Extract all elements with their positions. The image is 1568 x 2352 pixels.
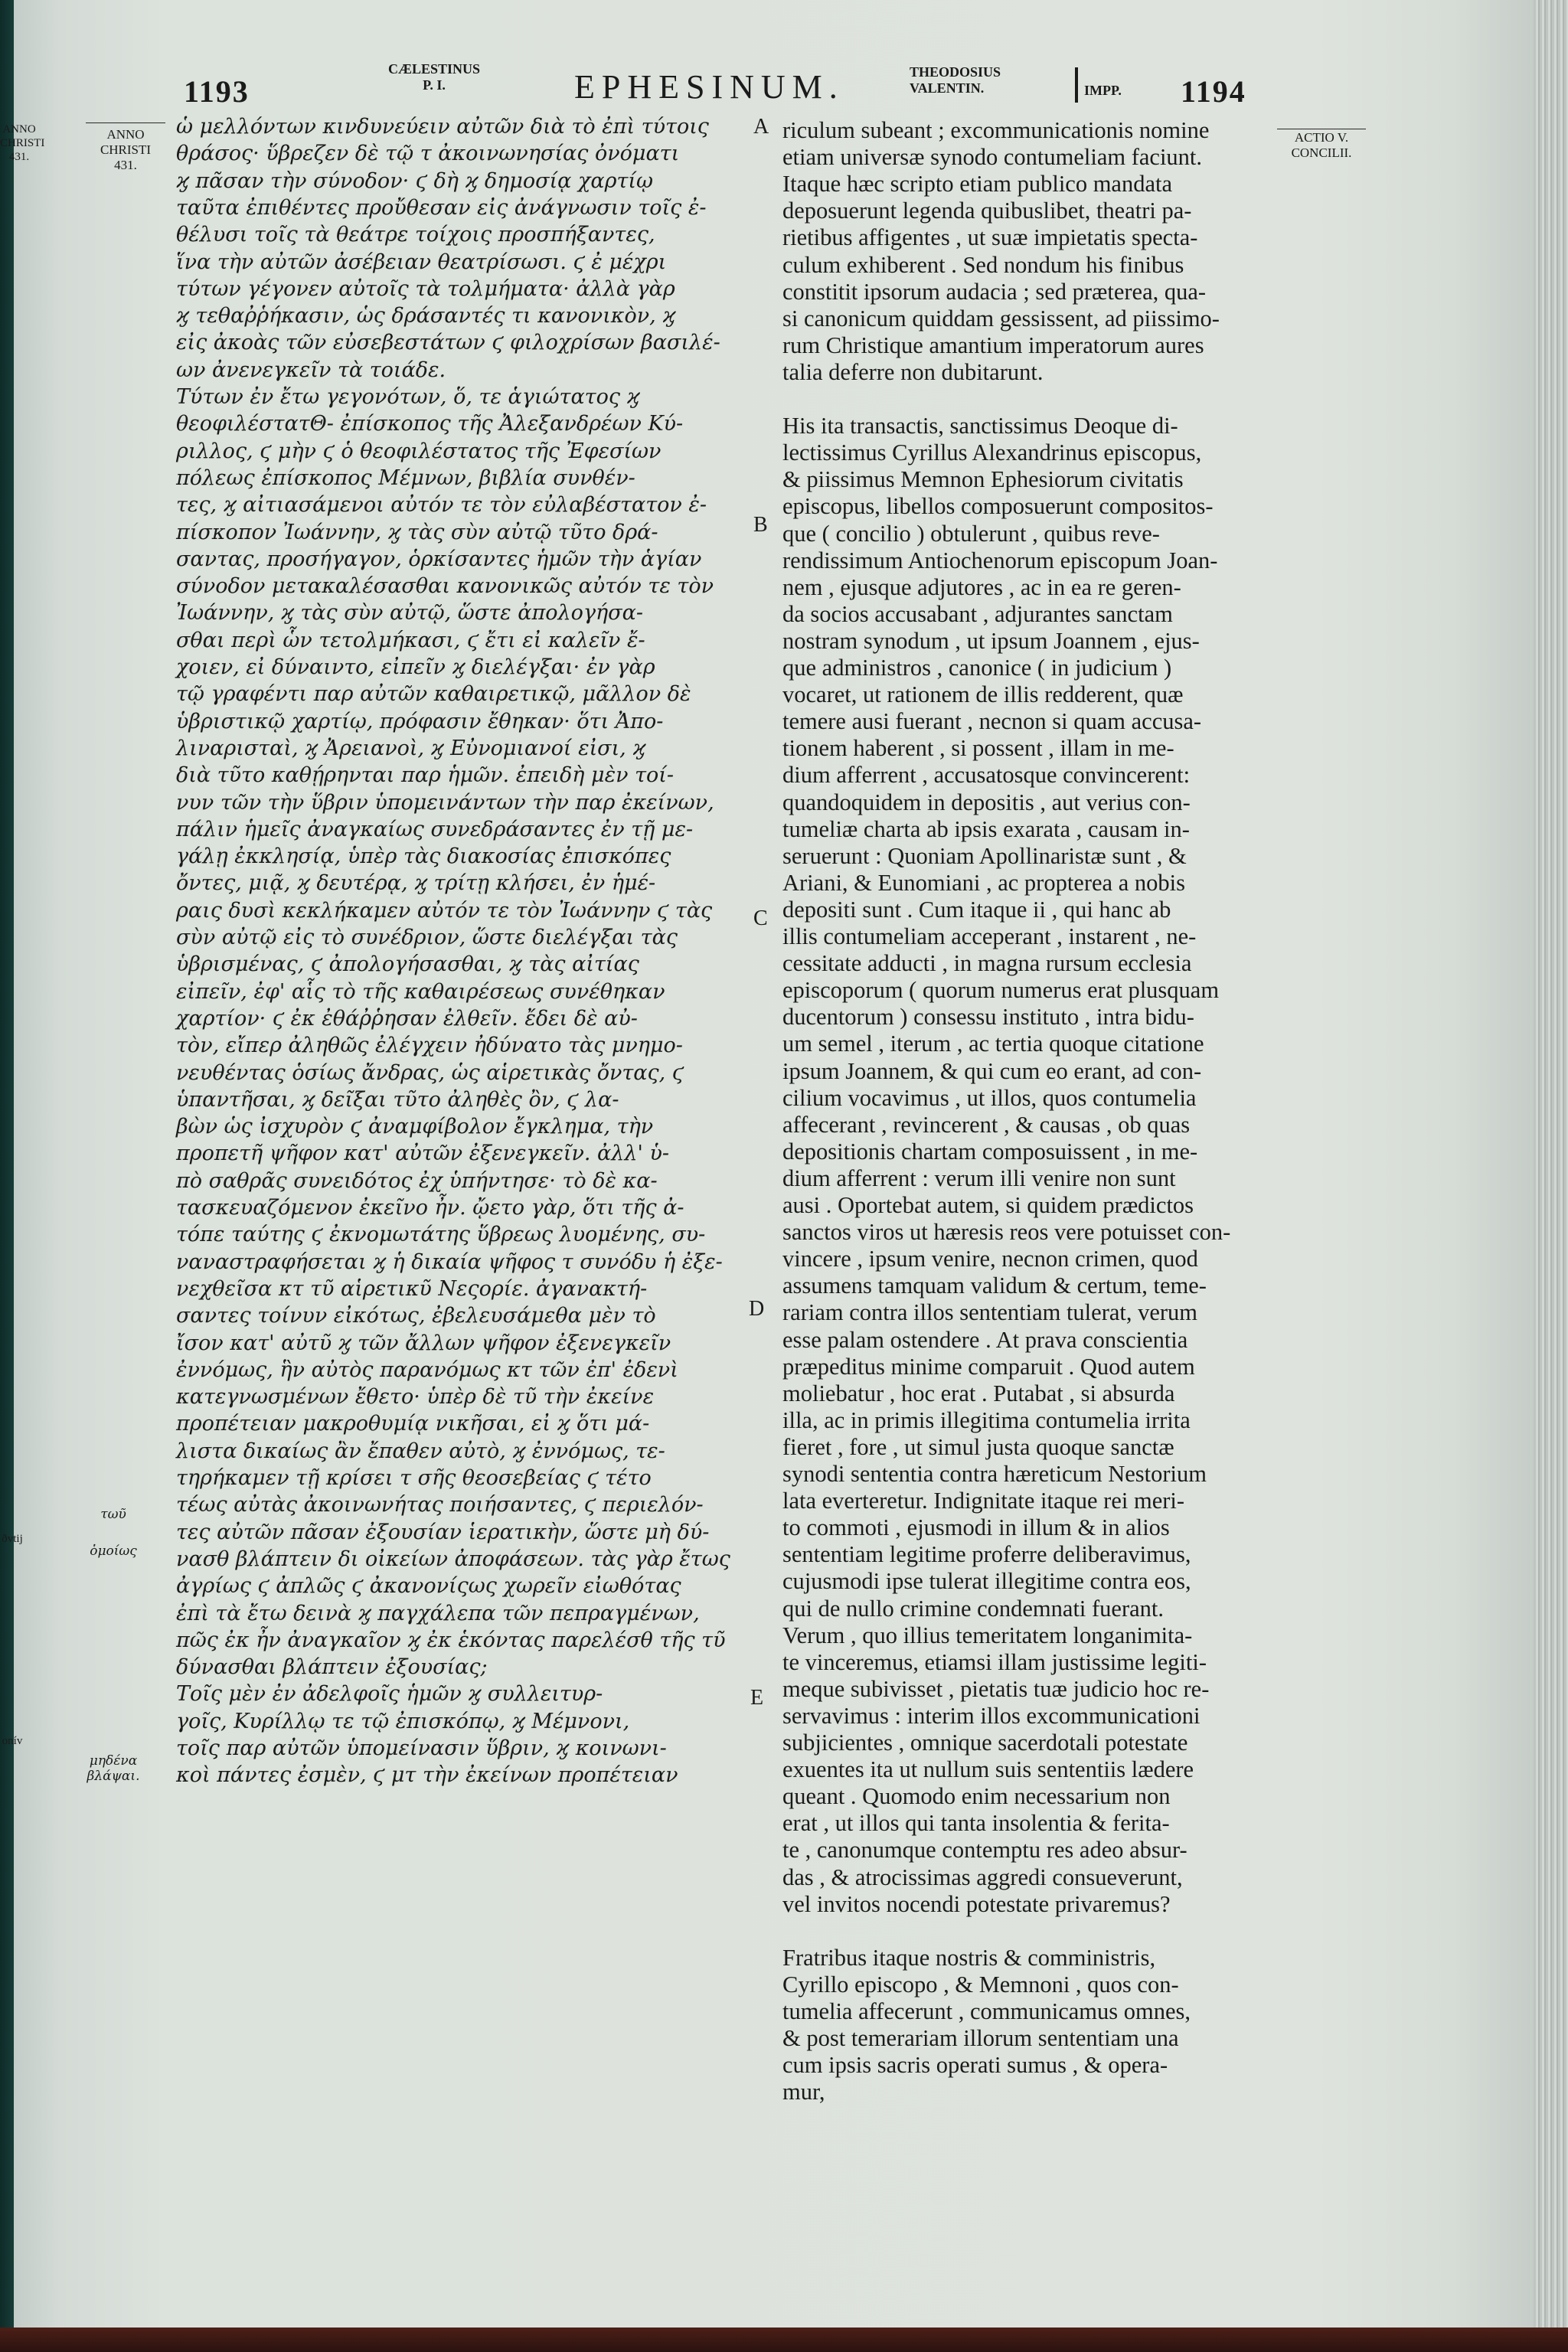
text-line: episcoporum ( quorum numerus erat plusquam — [782, 977, 1220, 1004]
text-line: ἴσον κατ' αὐτῦ ϗ τῶν ἄλλων ψῆφον ἐξενεγκεῖν — [176, 1331, 671, 1355]
text-line: talia deferre non dubitarunt. — [782, 358, 1044, 385]
margin-note-line: βλάψαι. — [87, 1769, 140, 1784]
section-marker-c: C — [753, 906, 768, 930]
impp-label: IMPP. — [1084, 83, 1122, 98]
text-line: σαντες τοίνυν εἰκότως, ἐβελευσάμεθα μὲν τὸ — [176, 1304, 656, 1328]
text-line: Ἰωάννην, ϗ τὰς σὺν αὐτῷ, ὥστε ἀπολογήσα- — [176, 601, 643, 626]
text-line: seruerunt : Quoniam Apollinaristæ sunt , & — [782, 842, 1187, 869]
text-line: ἵνα τὴν αὐτῶν ἀσέβειαν θεατρίσωσι. ϛ ἐ μέχρι — [176, 250, 667, 274]
actio-margin-note — [1277, 130, 1366, 161]
section-marker-d: D — [749, 1297, 765, 1321]
text-line: τες, ϗ αἰτιασάμενοι αὐτόν τε τὸν εὐλαβέστατον ἐ- — [176, 493, 707, 518]
text-line: θράσος· ὕβρεζεν δὲ τῷ τ ἀκοινωνησίας ὀνόματι — [176, 142, 680, 166]
edge-year-note — [0, 122, 45, 164]
text-line: tumeliæ charta ab ipsis exarata , causam in- — [782, 815, 1190, 842]
text-line: προπέτειαν μακροθυμίᾳ νικῆσαι, εἰ ϗ ὅτι μά- — [176, 1412, 650, 1436]
text-line: quandoquidem in depositis , aut verius con- — [782, 789, 1191, 815]
text-line: νυν τῶν τὴν ὕβριν ὑπομεινάντων τὴν παρ ἐκείνων, — [176, 790, 714, 815]
text-line: προπετῆ ψῆφον κατ' αὐτῶν ἐξενεγκεῖν. ἀλλ' ὑ- — [176, 1142, 670, 1166]
text-line: rariam contra illos sententiam tulerat, verum — [782, 1299, 1198, 1326]
text-line: rietibus affigentes , ut suæ impietatis specta- — [782, 224, 1198, 251]
text-line: πὸ σαθρᾶς συνειδότος ἐχ ὑπήντησε· τὸ δὲ κα- — [176, 1168, 658, 1193]
edge-fragment: ðvtij — [2, 1533, 23, 1545]
text-line: τες αὐτῶν πᾶσαν ἐξουσίαν ἱερατικὴν, ὥστε μὴ δύ- — [176, 1520, 710, 1544]
text-line: qui de nullo crimine condemnati fuerant. — [782, 1595, 1165, 1622]
text-line: πίσκοπον Ἰωάννην, ϗ τὰς σὺν αὐτῷ τῦτο δρά- — [176, 520, 658, 544]
text-line: ducentorum ) consessu instituto , intra bidu- — [782, 1004, 1194, 1031]
text-line: ἐπὶ τὰ ἔτω δεινὰ ϗ παγχάλεπα τῶν πεπραγμένων, — [176, 1601, 700, 1625]
text-line: constitit ipsorum audacia ; sed præterea, qua- — [782, 278, 1207, 305]
text-line: ἐννόμως, ἣν αὐτὸς παρανόμως κτ τῶν ἐπ' ἐδενὶ — [176, 1357, 678, 1382]
text-line: dium afferrent , accusatosque convincerent: — [782, 762, 1191, 789]
text-line: Cyrillo episcopo , & Memnoni , quos con- — [782, 1971, 1179, 1998]
book-spine — [0, 0, 14, 2352]
text-line: um semel , iterum , ac tertia quoque citatione — [782, 1031, 1204, 1057]
text-line: βὼν ὡς ἰσχυρὸν ϛ ἀναμφίβολον ἔγκλημα, τὴν — [176, 1115, 654, 1139]
running-head-line: CÆLESTINUS — [387, 61, 481, 77]
margin-note — [75, 1753, 152, 1784]
year-note-rule — [86, 122, 165, 123]
text-line: affecerant , revincerent , & causas , ob quas — [782, 1111, 1191, 1138]
text-line: ὑπαντῆσαι, ϗ δεῖξαι τῦτο ἀληθὲς ὂν, ϛ λα- — [176, 1087, 619, 1112]
text-line: ὑβριστικῷ χαρτίῳ, πρόφασιν ἔθηκαν· ὅτι Ἀπο- — [176, 709, 664, 733]
text-line: assumens tamquam validum & certum, teme- — [782, 1272, 1207, 1299]
running-head-line: P. I. — [423, 77, 446, 93]
text-line: ϗ τεθαῤῥήκασιν, ὡς δράσαντές τι κανονικὸν, ϗ — [176, 304, 676, 328]
text-line: ὄντες, μιᾷ, ϗ δευτέρᾳ, ϗ τρίτῃ κλήσει, ἐν ἡμέ- — [176, 871, 656, 896]
text-line: servavimus : interim illos excommunicationi — [782, 1702, 1200, 1729]
text-line: ταῦτα ἐπιθέντες προὔθεσαν εἰς ἀνάγνωσιν τοῖς ἐ- — [176, 195, 707, 220]
text-line: ριλλος, ϛ μὴν ϛ ὁ θεοφιλέστατος τῆς Ἐφεσίων — [176, 439, 662, 463]
text-line: εἰς ἀκοὰς τῶν εὐσεβεστάτων ϛ φιλοχρίσων βασιλέ- — [176, 331, 720, 355]
year-note-line: ANNO — [106, 127, 145, 142]
text-line: ἀγρίως ϛ ἀπλῶς ϛ ἀκανονίςως χωρεῖν εἰωθότας — [176, 1574, 681, 1599]
text-line: sanctos viros ut hæresis reos vere potuisset con- — [782, 1219, 1231, 1246]
text-line: dium afferrent : verum illi venire non sunt — [782, 1165, 1176, 1191]
text-line: διὰ τῦτο καθῄρηνται παρ ἡμῶν. ἐπειδὴ μὲν τοί- — [176, 763, 674, 788]
running-head-line: VALENTIN. — [910, 80, 985, 96]
text-line: ὑβρισμένας, ϛ ἀπολογήσασθαι, ϗ τὰς αἰτίας — [176, 952, 639, 977]
margin-note-line: μηδένα — [89, 1753, 138, 1769]
text-line: erat , ut illos qui tanta insolentia & ferita- — [782, 1810, 1170, 1837]
text-line: tionem haberent , si possent , illam in me- — [782, 735, 1174, 762]
text-line: λιναρισταὶ, ϗ Ἀρειανοὶ, ϗ Εὐνομιανοί εἰσι, ϗ — [176, 736, 646, 760]
text-line: σὺν αὐτῷ εἰς τὸ συνέδριον, ὥστε διελέγξαι τὰς — [176, 926, 678, 949]
text-line: Τοῖς μὲν ἐν ἀδελφοῖς ἡμῶν ϗ συλλειτυρ- — [176, 1682, 603, 1707]
text-line: Τύτων ἐν ἔτω γεγονότων, ὅ, τε ἁγιώτατος ϗ — [176, 385, 640, 409]
page-title: EPHESINUM. — [574, 68, 844, 106]
text-line: εἰπεῖν, ἐφ' αἷς τὸ τῆς καθαιρέσεως συνέθηκαν — [176, 979, 665, 1004]
text-line: τέως αὐτὰς ἀκοινωνήτας ποιήσαντες, ϛ περιελόν- — [176, 1493, 704, 1517]
page-edges — [1534, 0, 1568, 2334]
text-line: te , canonumque contemptu res adeo absur- — [782, 1837, 1187, 1864]
text-line: & piissimus Memnon Ephesiorum civitatis — [782, 466, 1184, 493]
text-line: Ariani, & Eunomiani , ac propterea a nobis — [782, 869, 1185, 896]
text-line: das , & atrocissimas aggredi consueverunt, — [782, 1864, 1183, 1890]
text-line: da socios accusabant , adjurantes sanctam — [782, 600, 1173, 627]
text-line: depositi sunt . Cum itaque ii , qui hanc ab — [782, 896, 1171, 923]
text-line: illa, ac in primis illegitima contumelia irrita — [782, 1406, 1191, 1433]
actio-line: CONCILII. — [1291, 145, 1352, 160]
actio-line: ACTIO V. — [1294, 130, 1349, 145]
text-line: χοιεν, εἰ δύναιντο, εἰπεῖν ϗ διελέγξαι· ἐν γὰρ — [176, 655, 655, 679]
text-line: mur, — [782, 2079, 825, 2105]
left-running-head — [346, 61, 522, 93]
text-line: queant . Quomodo enim necessarium non — [782, 1783, 1171, 1810]
text-line: ων ἀνενεγκεῖν τὰ τοιάδε. — [176, 358, 446, 382]
text-line: πῶς ἐκ ἦν ἀναγκαῖον ϗ ἐκ ἑκόντας παρελέσθ τῆς τῦ — [176, 1628, 726, 1652]
text-line: θεοφιλέστατΘ- ἐπίσκοπος τῆς Ἀλεξανδρέων Κύ- — [176, 412, 684, 436]
text-line: exuentes ita ut nullum suis sententiis lædere — [782, 1756, 1194, 1783]
header-bracket — [1075, 67, 1078, 103]
right-page-number: 1194 — [1181, 74, 1246, 109]
text-line: τηρήκαμεν τῇ κρίσει τ σῆς θεοσεβείας ϛ τέτο — [176, 1466, 652, 1490]
text-line: τασκευαζόμενον ἐκεῖνο ἦν. ᾤετο γὰρ, ὅτι τῆς ἀ- — [176, 1196, 684, 1220]
section-marker-a: A — [753, 115, 769, 139]
text-line: ausi . Oportebat autem, si quidem prædictos — [782, 1192, 1194, 1218]
text-line: sententiam legitime proferre deliberavimus, — [782, 1541, 1191, 1568]
text-line: que ( concilio ) obtulerunt , quibus reve- — [782, 520, 1160, 547]
text-line: νασθ βλάπτειν δι οἰκείων ἀποφάσεων. τὰς γὰρ ἔτως — [176, 1547, 730, 1571]
text-line: σαντας, προσήγαγον, ὁρκίσαντες ἡμῶν τὴν ἁγίαν — [176, 547, 702, 571]
text-line: & post temerariam illorum sententiam una — [782, 2025, 1179, 2052]
text-line: ipsum Joannem, & qui cum eo erant, ad con- — [782, 1057, 1202, 1084]
text-line: πάλιν ἡμεῖς ἀναγκαίως συνεδράσαντες ἐν τῇ με- — [176, 817, 694, 841]
year-note-line: CHRISTI — [100, 142, 152, 157]
text-line: Verum , quo illius temeritatem longanimita- — [782, 1622, 1193, 1648]
text-line: His ita transactis, sanctissimus Deoque di- — [782, 413, 1178, 439]
text-line: tumelia affecerunt , communicamus omnes, — [782, 1998, 1191, 2024]
text-line: γάλῃ ἐκκλησίᾳ, ὑπὲρ τὰς διακοσίας ἐπισκόπες — [176, 844, 671, 869]
text-line: πόλεως ἐπίσκοπος Μέμνων, βιβλία συνθέν- — [176, 466, 635, 490]
text-line: τὸν, εἴπερ ἀληθῶς ἐλέγχειν ἠδύνατο τὰς μνημο- — [176, 1034, 683, 1058]
text-line: νευθέντας ὁσίως ἄνδρας, ὡς αἱρετικὰς ὄντας, ϛ — [176, 1060, 684, 1085]
text-line: θέλυσι τοῖς τὰ θεάτρε τοίχοις προσπήξαντες, — [176, 223, 655, 247]
text-line: etiam universæ synodo contumeliam faciunt. — [782, 144, 1203, 171]
year-margin-note — [83, 127, 168, 173]
running-head-line: THEODOSIUS — [910, 64, 1001, 80]
text-line: temere ausi fuerant , necnon si quam accusa- — [782, 708, 1202, 735]
text-line: ὡ μελλόντων κινδυνεύειν αὐτῶν διὰ τὸ ἐπὶ τύτοις — [176, 115, 709, 139]
text-line: νεχθεῖσα κτ τῦ αἱρετικῦ Νεςορίε. ἀγανακτή- — [176, 1276, 648, 1301]
text-line: vocaret, ut rationem de illis redderent, quæ — [782, 681, 1184, 708]
text-line: deposuerunt legenda quibuslibet, theatri pa- — [782, 198, 1192, 224]
text-line: κοὶ πάντες ἐσμὲν, ϛ μτ τὴν ἐκείνων προπέτειαν — [176, 1763, 678, 1788]
text-line: vel invitos nocendi potestate privaremus? — [782, 1890, 1171, 1917]
text-line: culum exhiberent . Sed nondum his finibus — [782, 251, 1184, 278]
text-line: Itaque hæc scripto etiam publico mandata — [782, 171, 1173, 198]
text-line: lectissimus Cyrillus Alexandrinus episcopus, — [782, 439, 1202, 466]
text-line: λιστα δικαίως ἂν ἔπαθεν αὐτὸ, ϗ ἐννόμως, τε- — [176, 1439, 665, 1463]
text-line: esse palam ostendere . At prava conscientia — [782, 1326, 1188, 1353]
text-line: meque subivisset , pietatis tuæ judicio hoc re- — [782, 1675, 1210, 1702]
text-line: nem , ejusque adjutores , ac in ea re geren- — [782, 573, 1181, 600]
text-line: cilium vocavimus , ut illos, quos contumelia — [782, 1084, 1197, 1111]
text-line: lata everteretur. Indignitate itaque rei meri- — [782, 1488, 1185, 1514]
text-line: que administros , canonice ( in judicium ) — [782, 655, 1172, 681]
text-line: τοῖς παρ αὐτῶν ὑπομείνασιν ὕβριν, ϗ κοινωνι- — [176, 1736, 667, 1760]
text-line: si canonicum quiddam gessissent, ad piissimo- — [782, 305, 1220, 332]
text-line: nostram synodum , ut ipsum Joannem , ejus- — [782, 627, 1200, 654]
text-line: δύνασθαι βλάπτειν ἐξουσίας; — [176, 1655, 488, 1680]
text-line: te vinceremus, etiamsi illam justissime legiti- — [782, 1648, 1207, 1675]
text-line: σύνοδον μετακαλέσασθαι κανονικῶς αὐτόν τε τὸν — [176, 574, 714, 599]
text-line: rum Christique amantium imperatorum aures — [782, 332, 1204, 358]
text-line: σθαι περὶ ὧν τετολμήκασι, ϛ ἔτι εἰ καλεῖν ἔ- — [176, 628, 645, 652]
text-line: τόπε ταύτης ϛ ἐκνομωτάτης ὕβρεως λυομένης, συ- — [176, 1223, 706, 1247]
section-marker-b: B — [753, 513, 768, 537]
edge-fragment: onív — [2, 1735, 23, 1747]
text-line: γοῖς, Κυρίλλῳ τε τῷ ἐπισκόπῳ, ϗ Μέμνονι, — [176, 1709, 630, 1733]
text-line: cujusmodi ipse tulerat illegitime contra eos, — [782, 1568, 1191, 1595]
edge-note-line: CHRISTI — [0, 137, 45, 149]
text-line: ναναστραφήσεται ϗ ἡ δικαία ψῆφος τ συνόδυ ἡ ἐξε- — [176, 1250, 723, 1274]
edge-note-line: 431. — [8, 151, 30, 163]
text-line: depositionis chartam composuissent , in me- — [782, 1138, 1198, 1165]
text-line: episcopus, libellos composuerunt compositos- — [782, 493, 1214, 520]
text-line: κατεγνωσμένων ἔθετο· ὑπὲρ δὲ τῦ τὴν ἐκείνε — [176, 1385, 655, 1410]
text-line: cum ipsis sacris operati sumus , & opera- — [782, 2052, 1168, 2079]
left-page-number: 1193 — [184, 74, 250, 109]
right-running-head — [910, 64, 1063, 96]
text-line: moliebatur , hoc erat . Putabat , si absurda — [782, 1380, 1175, 1406]
text-line: to commoti , ejusmodi in illum & in alios — [782, 1514, 1170, 1541]
text-line: Fratribus itaque nostris & comministris, — [782, 1944, 1156, 1971]
text-line: cessitate adducti , in magna rursum ecclesia — [782, 950, 1192, 977]
text-line: τῷ γραφέντι παρ αὐτῶν καθαιρετικῷ, μᾶλλον δὲ — [176, 682, 691, 707]
text-line: illis contumeliam acceperant , instarent , ne- — [782, 923, 1197, 949]
edge-note-line: ANNO — [2, 123, 36, 136]
text-line: riculum subeant ; excommunicationis nomine — [782, 117, 1210, 143]
text-line: præpeditus minime comparuit . Quod autem — [782, 1353, 1195, 1380]
section-marker-e: E — [750, 1686, 764, 1710]
text-line: ραις δυσὶ κεκλήκαμεν αὐτόν τε τὸν Ἰωάννην ϛ τὰς — [176, 898, 713, 923]
text-line: rendissimum Antiochenorum episcopum Joan- — [782, 547, 1218, 573]
margin-note: ὁμοίως — [90, 1544, 137, 1559]
text-line: subjicientes , omnique sacerdotali potestate — [782, 1730, 1188, 1756]
text-line: synodi sententia contra hæreticum Nestorium — [782, 1461, 1207, 1487]
year-note-line: 431. — [114, 158, 137, 172]
book-cover-edge — [0, 2328, 1568, 2352]
text-line: fieret , fore , ut simul justa quoque sanctæ — [782, 1433, 1174, 1460]
text-line: ϗ πᾶσαν τὴν σύνοδον· ϛ δὴ ϗ δημοσίᾳ χαρτίῳ — [176, 168, 653, 193]
text-line: τύτων γέγονεν αὐτοῖς τὰ τολμήματα· ἀλλὰ γὰρ — [176, 276, 675, 301]
text-line: vincere , ipsum venire, necnon crimen, quod — [782, 1246, 1198, 1272]
text-line: χαρτίον· ϛ ἐκ ἐθάῤῥησαν ἐλθεῖν. ἔδει δὲ αὐ- — [176, 1006, 638, 1031]
margin-note: τωῦ — [100, 1507, 126, 1522]
